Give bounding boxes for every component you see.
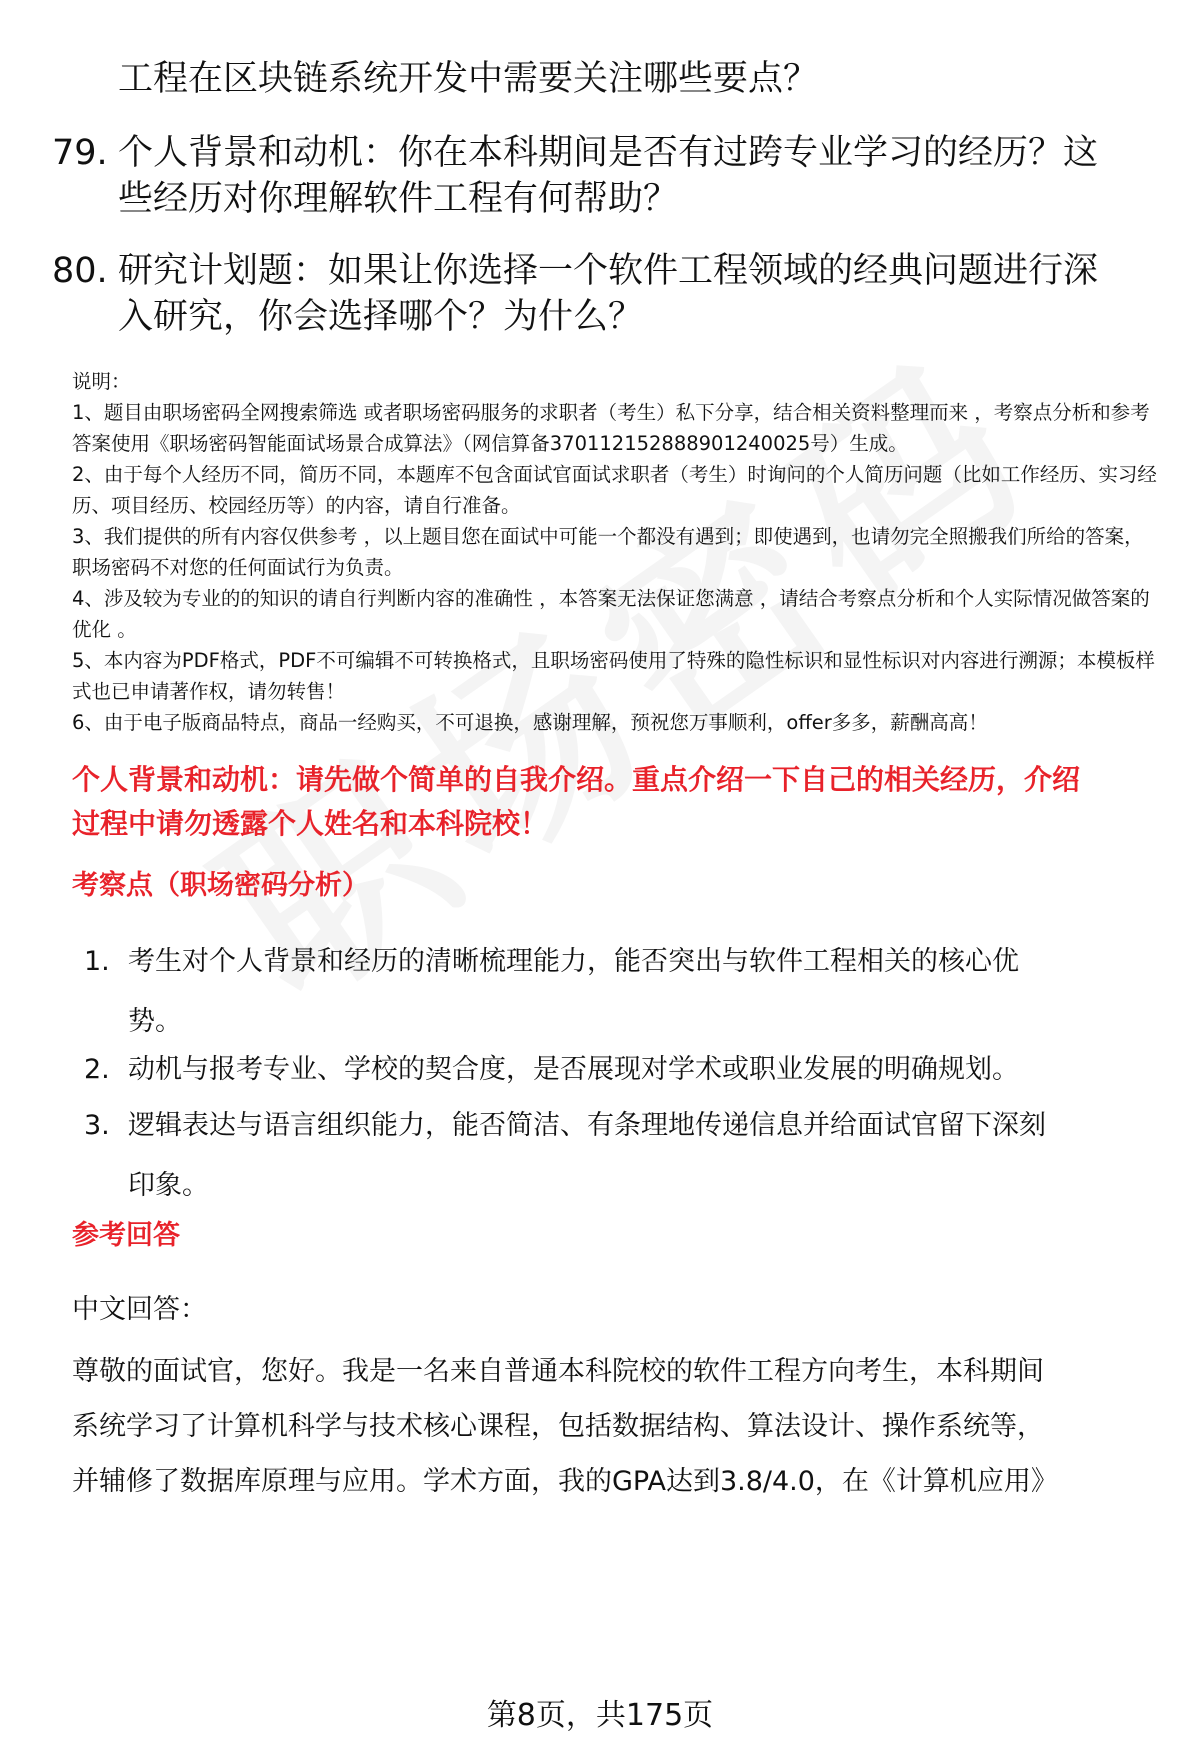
question-80-line2: 入研究，你会选择哪个？为什么？ [118, 297, 644, 337]
reference-line-1: 尊敬的面试官，您好。我是一名来自普通本科院校的软件工程方向考生，本科期间 [72, 1356, 1044, 1387]
reference-line-2: 系统学习了计算机科学与技术核心课程，包括数据结构、算法设计、操作系统等， [72, 1411, 1044, 1442]
page-number: 第8页，共175页 [486, 1698, 714, 1733]
analysis-item-3 [128, 1096, 1138, 1216]
note-item: 5、本内容为PDF格式，PDF不可编辑不可转换格式，且职场密码使用了特殊的隐性标识和显性标识对内容进行溯源；本模板样式也已申请著作权，请勿转售！ [72, 649, 1155, 703]
question-80-line1: 研究计划题：如果让你选择一个软件工程领域的经典问题进行深 [118, 251, 1099, 291]
question-80-number: 80. [52, 251, 108, 291]
note-item: 4、涉及较为专业的的知识的请自行判断内容的准确性 ，本答案无法保证您满意 ，请结合考察点分析和个人实际情况做答案的优化 。 [72, 587, 1150, 641]
reference-title: 参考回答 [72, 1220, 180, 1251]
analysis-item-3-line1: 逻辑表达与语言组织能力，能否简洁、有条理地传递信息并给面试官留下深刻 [128, 1110, 1046, 1141]
analysis-item-1 [128, 932, 1138, 1052]
question-title-line1: 个人背景和动机：请先做个简单的自我介绍。重点介绍一下自己的相关经历，介绍 [72, 763, 1081, 796]
reference-line-3: 并辅修了数据库原理与应用。学术方面，我的GPA达到3.8/4.0，在《计算机应用》 [72, 1466, 1058, 1497]
notes-block [72, 366, 1162, 738]
note-item: 2、由于每个人经历不同，简历不同，本题库不包含面试官面试求职者（考生）时询问的个人简历问题（比如工作经历、实习经历、项目经历、校园经历等）的内容，请自行准备。 [72, 463, 1157, 517]
note-item: 1、题目由职场密码全网搜索筛选 或者职场密码服务的求职者（考生）私下分享，结合相关资料整理而来 ，考察点分析和参考答案使用《职场密码智能面试场景合成算法》（网信算备370112152888901240025号）生成。 [72, 401, 1150, 455]
question-title-line2: 过程中请勿透露个人姓名和本科院校！ [72, 807, 549, 840]
analysis-item-2 [128, 1040, 1138, 1100]
notes-heading: 说明： [72, 370, 131, 393]
question-79-line2: 些经历对你理解软件工程有何帮助？ [118, 179, 679, 219]
note-item: 3、我们提供的所有内容仅供参考 ，以上题目您在面试中可能一个都没有遇到；即使遇到，也请勿完全照搬我们所给的答案，职场密码不对您的任何面试行为负责。 [72, 525, 1144, 579]
analysis-item-1-number: 1. [84, 946, 110, 977]
question-79-number: 79. [52, 133, 108, 173]
analysis-item-2-number: 2. [84, 1054, 110, 1085]
analysis-item-3-line2: 印象。 [128, 1170, 209, 1201]
analysis-title: 考察点（职场密码分析） [72, 870, 369, 901]
question-78-continuation: 工程在区块链系统开发中需要关注哪些要点？ [118, 59, 819, 99]
analysis-item-3-number: 3. [84, 1110, 110, 1141]
analysis-item-1-line1: 考生对个人背景和经历的清晰梳理能力，能否突出与软件工程相关的核心优 [128, 946, 1019, 977]
reference-subtitle: 中文回答： [72, 1294, 207, 1325]
analysis-item-1-line2: 势。 [128, 1006, 182, 1037]
analysis-item-2-line1: 动机与报考专业、学校的契合度，是否展现对学术或职业发展的明确规划。 [128, 1054, 1019, 1085]
question-79-line1: 个人背景和动机：你在本科期间是否有过跨专业学习的经历？这 [118, 133, 1099, 173]
note-item: 6、由于电子版商品特点，商品一经购买，不可退换，感谢理解，预祝您万事顺利，offer多多，薪酬高高！ [72, 711, 988, 734]
